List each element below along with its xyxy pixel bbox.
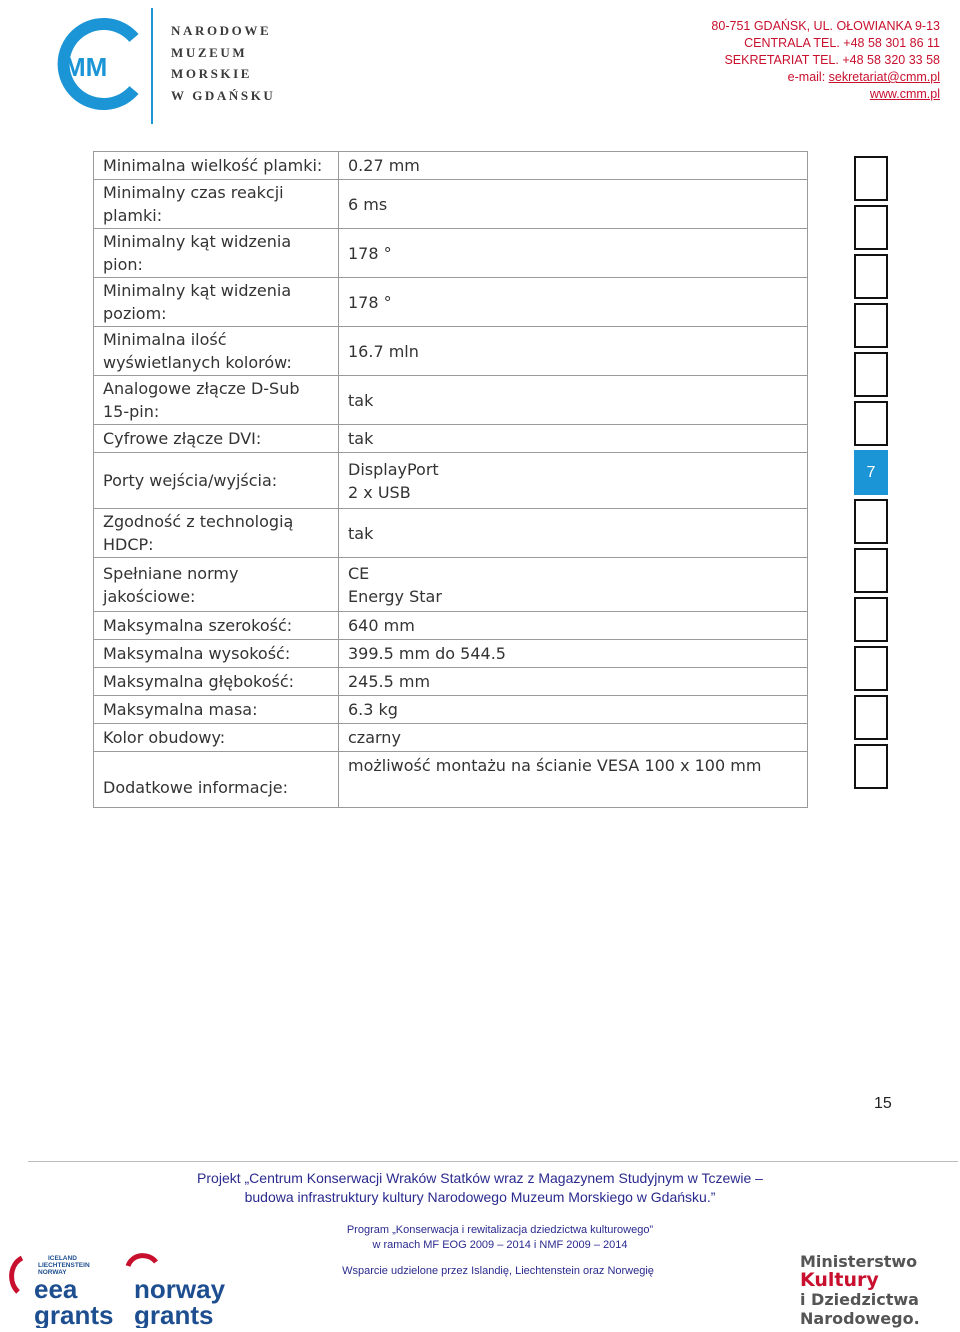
spec-value: 6 ms	[339, 180, 808, 229]
table-row	[94, 152, 808, 180]
side-index-box	[854, 744, 888, 789]
spec-table	[93, 151, 808, 808]
secretariat-phone: SEKRETARIAT TEL. +48 58 320 33 58	[724, 53, 940, 67]
spec-label: Maksymalna szerokość:	[94, 612, 339, 640]
project-line: Projekt „Centrum Konserwacji Wraków Statków wraz z Magazynem Studyjnym w Tczewie –	[197, 1170, 763, 1186]
spec-label: Maksymalna głębokość:	[94, 668, 339, 696]
table-row	[94, 229, 808, 278]
table-row	[94, 376, 808, 425]
side-index-box	[854, 254, 888, 299]
central-phone: CENTRALA TEL. +48 58 301 86 11	[744, 36, 940, 50]
side-index-active-tab: 7	[854, 450, 888, 495]
contact-block	[711, 18, 940, 103]
spec-value-line: Energy Star	[348, 586, 442, 606]
spec-value-line: 2 x USB	[348, 482, 411, 502]
ministry-line: i Dziedzictwa	[800, 1290, 919, 1309]
spec-label: Kolor obudowy:	[94, 724, 339, 752]
side-index-box	[854, 303, 888, 348]
table-row	[94, 180, 808, 229]
program-line: Program „Konserwacja i rewitalizacja dziedzictwa kulturowego”	[346, 1224, 654, 1236]
norway-grants-logo	[120, 1252, 236, 1328]
table-row	[94, 425, 808, 453]
spec-value: 0.27 mm	[339, 152, 808, 180]
ministry-logo	[800, 1252, 950, 1328]
spec-value-line: CE	[348, 563, 370, 583]
side-index-box	[854, 597, 888, 642]
spec-label: Zgodność z technologią HDCP:	[94, 509, 339, 558]
ministry-line: Ministerstwo	[800, 1252, 918, 1271]
spec-label: Cyfrowe złącze DVI:	[94, 425, 339, 453]
logo-line: MORSKIE	[171, 66, 253, 81]
spec-value: 16.7 mln	[339, 327, 808, 376]
spec-value: 6.3 kg	[339, 696, 808, 724]
table-row	[94, 640, 808, 668]
side-index-box	[854, 646, 888, 691]
eea-country: NORWAY	[38, 1269, 67, 1276]
email-line	[711, 69, 940, 86]
museum-logo	[50, 8, 290, 120]
spec-value: 399.5 mm do 544.5	[339, 640, 808, 668]
table-row	[94, 453, 808, 509]
eea-grants-logo	[8, 1252, 120, 1328]
spec-label: Minimalna ilość wyświetlanych kolorów:	[94, 327, 339, 376]
table-row	[94, 327, 808, 376]
table-row	[94, 752, 808, 808]
spec-value: 178 °	[339, 278, 808, 327]
program-info	[230, 1223, 770, 1253]
project-title	[0, 1169, 960, 1207]
page-number: 15	[874, 1095, 892, 1112]
email-prefix: e-mail:	[787, 70, 826, 84]
spec-label: Dodatkowe informacje:	[94, 752, 339, 808]
side-index-box	[854, 156, 888, 201]
website-link[interactable]: www.cmm.pl	[869, 87, 940, 101]
spec-label: Maksymalna masa:	[94, 696, 339, 724]
spec-value: tak	[339, 425, 808, 453]
spec-value: tak	[339, 376, 808, 425]
side-index-box	[854, 401, 888, 446]
table-row	[94, 612, 808, 640]
spec-value	[339, 558, 808, 612]
spec-label: Minimalny kąt widzenia poziom:	[94, 278, 339, 327]
program-line: w ramach MF EOG 2009 – 2014 i NMF 2009 – 2014	[372, 1239, 628, 1251]
spec-label: Analogowe złącze D-Sub 15-pin:	[94, 376, 339, 425]
norway-word: norway	[134, 1274, 226, 1304]
spec-label: Maksymalna wysokość:	[94, 640, 339, 668]
side-index-box	[854, 548, 888, 593]
spec-value-line: DisplayPort	[348, 459, 439, 479]
ministry-line: Kultury	[800, 1269, 879, 1291]
spec-value: 178 °	[339, 229, 808, 278]
spec-value: możliwość montażu na ścianie VESA 100 x 100 mm	[339, 752, 808, 808]
project-line: budowa infrastruktury kultury Narodowego Muzeum Morskiego w Gdańsku.”	[244, 1189, 716, 1205]
support-note: Wsparcie udzielone przez Islandię, Liechtenstein oraz Norwegię	[342, 1265, 654, 1277]
spec-value: 640 mm	[339, 612, 808, 640]
eea-word: eea	[34, 1274, 78, 1304]
table-row	[94, 668, 808, 696]
spec-value	[339, 453, 808, 509]
spec-value: tak	[339, 509, 808, 558]
eea-country: ICELAND	[48, 1255, 77, 1262]
spec-label: Minimalna wielkość plamki:	[94, 152, 339, 180]
logo-line: NARODOWE	[171, 23, 272, 38]
email-link[interactable]: sekretariat@cmm.pl	[828, 70, 940, 84]
side-index-box	[854, 499, 888, 544]
logo-line: W GDAŃSKU	[171, 87, 276, 103]
table-row	[94, 696, 808, 724]
side-index-box	[854, 695, 888, 740]
logo-divider	[151, 8, 153, 124]
spec-label: Spełniane normy jakościowe:	[94, 558, 339, 612]
address: 80-751 GDAŃSK, UL. OŁOWIANKA 9-13	[711, 19, 940, 33]
side-index	[854, 156, 888, 793]
table-row	[94, 724, 808, 752]
side-index-box	[854, 352, 888, 397]
grants-word: grants	[134, 1300, 214, 1328]
spec-label: Minimalny kąt widzenia pion:	[94, 229, 339, 278]
spec-label: Porty wejścia/wyjścia:	[94, 453, 339, 509]
table-row	[94, 558, 808, 612]
grants-word: grants	[34, 1300, 114, 1328]
side-index-box	[854, 205, 888, 250]
ministry-line: Narodowego.	[800, 1309, 920, 1328]
logo-monogram: MM	[64, 52, 108, 82]
table-row	[94, 509, 808, 558]
spec-value: 245.5 mm	[339, 668, 808, 696]
table-row	[94, 278, 808, 327]
footer-divider	[28, 1161, 958, 1162]
cmm-logo-mark-icon	[50, 16, 146, 112]
logo-wordmark	[171, 20, 275, 106]
logo-line: MUZEUM	[171, 44, 248, 60]
spec-label: Minimalny czas reakcji plamki:	[94, 180, 339, 229]
spec-value: czarny	[339, 724, 808, 752]
eea-country: LIECHTENSTEIN	[38, 1262, 90, 1269]
